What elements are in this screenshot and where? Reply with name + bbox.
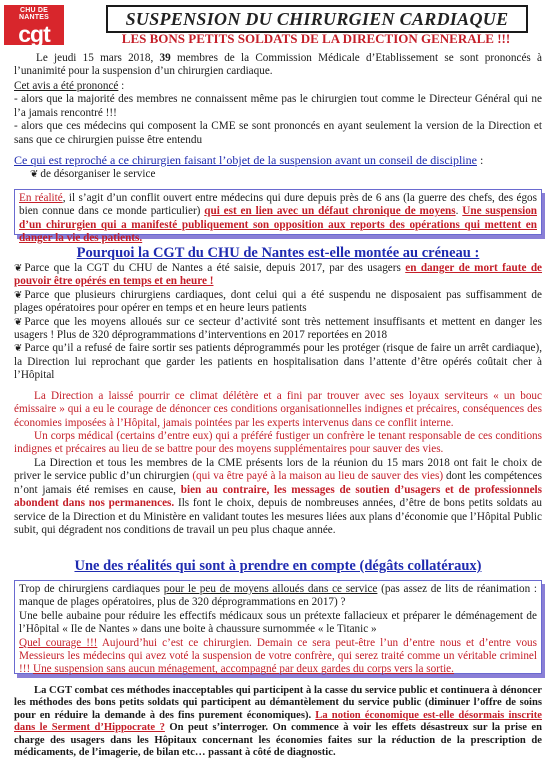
conclusion-text-a: La CGT combat ces méthodes inacceptables qui participent à la casse du service public et continuera à dénoncer les méthodes des bons petits soldats qui participent au démantèlement du service public (diminuer l’offre de soins pour en réduire la demande à des fins purement économiques). (14, 685, 542, 721)
reproach-item-text: de désorganiser le service (40, 168, 156, 180)
realities-3b: Aujourd’hui c’est ce chirurgien. Demain ce sera peut-être l’un d’entre nous et d’entre vous Messieurs les médecins qui avez voté la suspension de votre confrère, qui serez traité comme un véritable criminel !!! (19, 636, 538, 676)
logo-subtitle: CHU DE NANTES (19, 7, 49, 21)
why-heading-text: Pourquoi la CGT du CHU de Nantes est-elle montée au créneau : (76, 245, 480, 261)
realities-item-2: Une belle aubaine pour réduire les effectifs médicaux sous un prétexte fallacieux et préparer le déménagement de l’Hôpital « Ile de Nantes » dans une boite à chaussure surnommée « le Titanic » (19, 609, 537, 636)
reality-text: , il s’agit d’un conflit ouvert entre médecins qui dure depuis près de 6 ans (la guerre des chefs, des égos bien connue dans ce monde particulier) (19, 192, 537, 218)
avis-heading (14, 80, 542, 93)
avis-item-1: - alors que la majorité des membres ne connaissent même pas le chirurgien tout comme le Directeur Général qui ne l’a jamais rencontré !!! (14, 93, 542, 119)
why-item-4-text: Parce qu’il a refusé de faire sortir ses patients déprogrammés pour les protéger (risque de faire un arrêt cardiaque), la Direction lui reprochant que garder les patients en hospitalisation dans l’attente d’être opérés coûtait cher à l’Hôpital (14, 342, 542, 382)
reality-lack: qui est en lien avec un défaut chronique de moyens (204, 205, 456, 218)
reality-label: En réalité (19, 192, 63, 204)
members-text-b: (qui va être payé à la maison au lieu de sauver des vies) (192, 470, 444, 483)
members-paragraph (14, 457, 542, 537)
members-text-a: La Direction et tous les membres de la CME présents lors de la réunion du 15 mars 2018 ont fait le choix de priver le service public d’un chirurgien (14, 457, 542, 483)
avis-label: Cet avis a été prononcé (14, 80, 119, 92)
why-item-2-text: Parce que plusieurs chirurgiens cardiaques, dont celui qui a été suspendu ne disposaient pas suffisamment de plages opératoires pour opérer en temps et en heure leurs patients (14, 288, 542, 315)
members-text-d: bien au contraire, les messages de soutien d’usagers et de professionnels abondent dans nos permanences. (14, 483, 542, 510)
realities-heading-text: Une des réalités qui sont à prendre en compte (dégâts collatéraux) (74, 558, 482, 574)
members-text-e: Ils font le choix, depuis de nombreuses années, d’être de bons petits soldats au service de la Direction et du Ministère en validant toutes les mesures liées aux plans d’économie que l’Hôpital Public subit, qui dégradent nos conditions de travail un peu plus chaque année. (14, 497, 543, 537)
intro-paragraph (14, 52, 542, 79)
realities-1a: Trop de chirurgiens cardiaques (19, 583, 164, 595)
cgt-logo (4, 5, 64, 45)
why-item-3 (14, 316, 542, 343)
bullet-icon: ❦ (14, 289, 23, 301)
reality-box (14, 189, 542, 245)
direction-paragraph: La Direction a laissé pourrir ce climat délétère et a fini par trouver avec ses loyaux serviteurs « un bouc émissaire » qui a eu le courage de dénoncer ces conditions organisationnelles indignes et précaires, conséquences des économies imposées à l’Hôpital, jamais pointées par les experts intervenus dans ce conflit interne. (14, 390, 542, 429)
why-item-4 (14, 342, 542, 382)
realities-item-1 (19, 583, 537, 610)
realities-courage: Quel courage !!! (19, 636, 98, 649)
avis-colon: : (118, 80, 125, 92)
why-list (14, 262, 542, 383)
logo-text: cgt (18, 21, 50, 47)
intro-count: 39 (159, 52, 171, 64)
why-item-1-text: Parce que la CGT du CHU de Nantes a été saisie, depuis 2017, par des usagers (24, 262, 406, 274)
avis-item-2: - alors que ces médecins qui composent la CME se sont prononcés en ayant seulement la version de la Direction et sans que ce chirurgien puisse être entendu (14, 120, 542, 146)
bullet-icon: ❦ (14, 263, 23, 274)
reproach-heading (14, 153, 554, 167)
realities-3c: Une suspension sans aucun ménagement, accompagné par deux gardes du corps vers la sortie. (32, 663, 454, 676)
why-heading (14, 244, 542, 262)
avis-block (14, 80, 542, 147)
bullet-icon: ❦ (30, 169, 39, 180)
realities-1c: (pas assez de lits de réanimation : manque de plages opératoires, plus de 320 déprogrammations en 2017) ? (19, 583, 538, 609)
conclusion-question: La notion économique est-elle désormais inscrite dans le Serment d’Hippocrate ? (14, 709, 542, 734)
bullet-icon: ❦ (14, 343, 23, 355)
reality-suspension: Une suspension d’un chirurgien qui a manifesté publiquement son opposition aux reports des opérations qui mettent en danger la vie des patients. (19, 205, 538, 245)
realities-box (14, 580, 542, 674)
members-text-c: dont les compétences n’ont jamais été remises en cause, (14, 470, 542, 496)
intro-text-a: Le jeudi 15 mars 2018, (36, 52, 160, 64)
realities-item-3 (19, 637, 537, 677)
realities-1b: pour le peu de moyens alloués dans ce service (163, 583, 378, 595)
reproach-text: Ce qui est reproché a ce chirurgien faisant l’objet de la suspension avant un conseil de discipline (14, 153, 477, 167)
why-item-3-text: Parce que les moyens alloués sur ce secteur d’activité sont très nettement insuffisants et mettent en danger les usagers ! Plus de 320 déprogrammations d’interventions en 2017 reportées en 2018 (14, 315, 542, 342)
corps-paragraph: Un corps médical (certains d’entre eux) qui a préféré fustiger un confrère le tenant responsable de ces conditions indignes et précaires au lieu de se battre pour des moyens supplémentaires pour sauver des vies. (14, 430, 542, 456)
conclusion-text-c: On peut s’interroger. On commence à voir les effets désastreux sur la prise en charge des usagers dans les Hôpitaux concernant les économies faites sur la réduction de la prescription de médicaments, de l’imagerie, de bilan etc… passant à côté de diagnostic. (14, 722, 542, 759)
bullet-icon: ❦ (14, 316, 23, 328)
why-item-2 (14, 289, 542, 316)
why-item-1-danger: en danger de mort faute de pouvoir être opérés en temps et en heure ! (14, 262, 543, 288)
conclusion-paragraph (14, 685, 542, 759)
why-item-1 (14, 262, 542, 289)
realities-heading (14, 557, 542, 575)
reproach-item (30, 168, 430, 181)
page-subtitle: LES BONS PETITS SOLDATS DE LA DIRECTION GENERALE !!! (121, 31, 511, 46)
page-title: SUSPENSION DU CHIRURGIEN CARDIAQUE (106, 5, 528, 33)
intro-text-c: membres de la Commission Médicale d’Etablissement se sont prononcés à l’unanimité pour la suspension d’un chirurgien cardiaque. (14, 52, 542, 78)
reproach-colon: : (476, 153, 484, 167)
reality-sep: . (455, 205, 463, 218)
